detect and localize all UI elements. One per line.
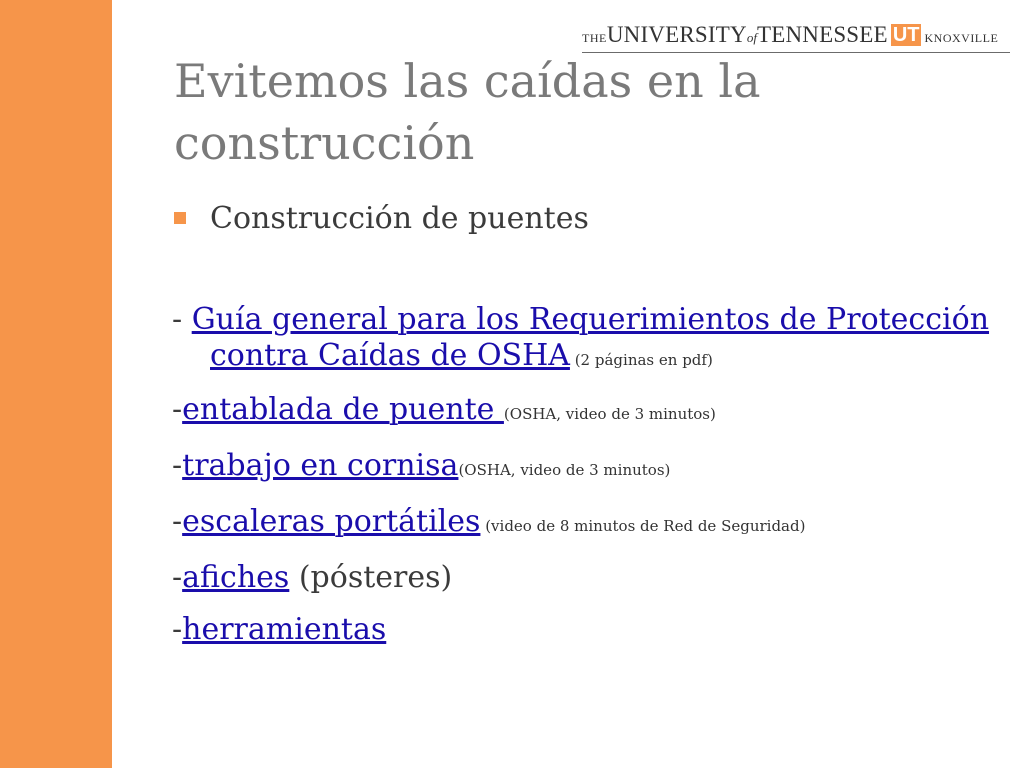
posters-link[interactable]: afiches (182, 560, 290, 595)
list-item (172, 496, 1002, 552)
list-prefix: - (172, 504, 183, 539)
list-item (172, 384, 1002, 440)
list-prefix: - (172, 612, 183, 647)
link-note: (video de 8 minutos de Red de Seguridad) (480, 517, 806, 535)
list-item (172, 552, 1002, 604)
slide-title: Evitemos las caídas en la construcción (174, 54, 761, 170)
list-item (172, 440, 1002, 496)
list-prefix: - (172, 392, 183, 427)
logo-tennessee: TENNESSEE (756, 22, 888, 47)
list-prefix: - (172, 448, 183, 483)
list-prefix: - (172, 560, 183, 595)
bullet-text: Construcción de puentes (210, 200, 589, 236)
list-item (172, 302, 1002, 378)
link-list (172, 302, 1002, 656)
accent-bar (0, 0, 112, 768)
square-bullet-icon (174, 212, 186, 224)
logo-wordmark (582, 22, 998, 48)
list-item (172, 604, 1002, 656)
ut-logo-icon: UT (892, 24, 920, 46)
portable-ladders-link[interactable]: escaleras portátiles (182, 504, 481, 539)
logo-of: of (746, 30, 757, 45)
osha-fall-protection-guide-link[interactable]: Guía general para los Requerimientos de Protección contra Caídas de OSHA (191, 302, 990, 373)
logo-university: UNIVERSITY (606, 22, 747, 47)
list-prefix: - (172, 302, 192, 337)
link-note: (OSHA, video de 3 minutos) (458, 461, 671, 479)
link-note: (2 páginas en pdf) (569, 351, 713, 369)
university-logo (582, 22, 1010, 48)
cornice-work-link[interactable]: trabajo en cornisa (182, 448, 459, 483)
tools-link[interactable]: herramientas (182, 612, 387, 647)
bullet-item (174, 198, 589, 238)
link-note: (OSHA, video de 3 minutos) (503, 405, 716, 423)
bridge-decking-link[interactable]: entablada de puente (182, 392, 504, 427)
logo-knoxville: KNOXVILLE (924, 31, 999, 45)
link-suffix: (pósteres) (289, 560, 453, 595)
logo-the: THE (582, 31, 607, 45)
